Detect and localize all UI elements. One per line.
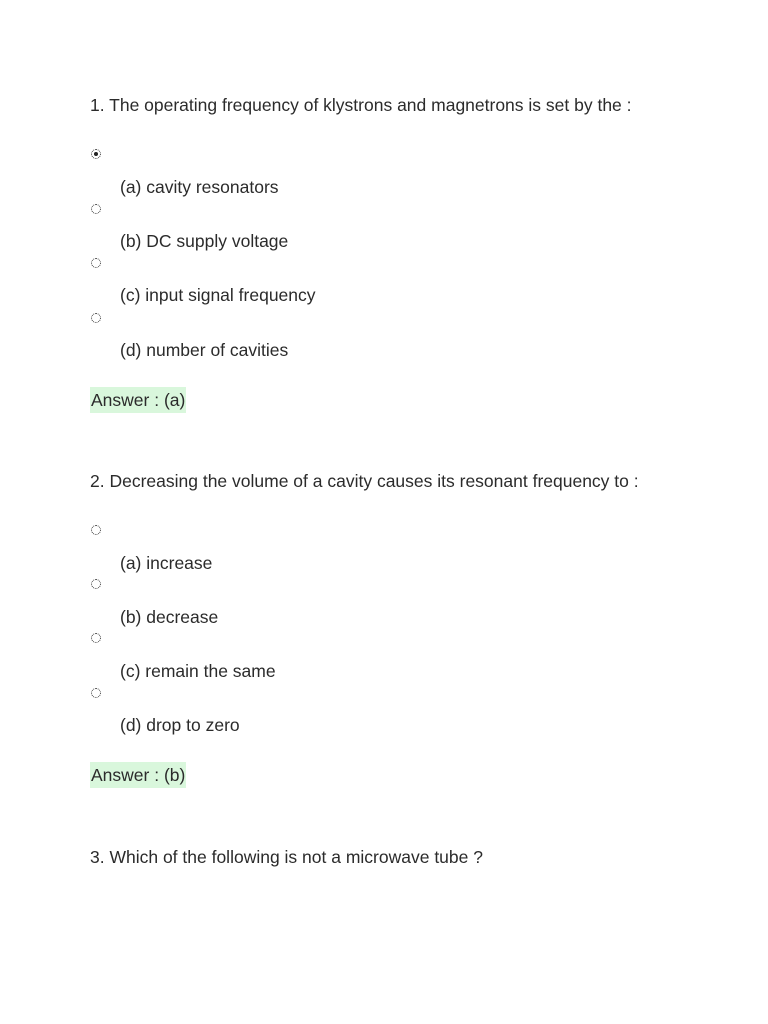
question-2-option-d-radio[interactable] [91,688,101,698]
question-1-text: 1. The operating frequency of klystrons and magnetrons is set by the : [90,95,632,115]
question-2-option-b-radio[interactable] [91,579,101,589]
question-2-option-b-label: (b) decrease [120,607,219,627]
question-2-option-c-label: (c) remain the same [120,661,276,681]
question-1-option-c-radio[interactable] [91,258,101,268]
question-2-option-a-label: (a) increase [120,553,213,573]
question-2-text: 2. Decreasing the volume of a cavity causes its resonant frequency to : [90,471,639,491]
question-1-option-b-radio[interactable] [91,204,101,214]
question-2-option-a-radio[interactable] [91,525,101,535]
question-2-option-d-label: (d) drop to zero [120,715,240,735]
question-1-option-d-label: (d) number of cavities [120,340,289,360]
question-1-option-a-label: (a) cavity resonators [120,177,279,197]
question-1-option-b-label: (b) DC supply voltage [120,231,289,251]
question-3-text: 3. Which of the following is not a microwave tube ? [90,847,483,867]
question-1-option-c-label: (c) input signal frequency [120,285,316,305]
question-1-option-d-radio[interactable] [91,313,101,323]
question-1-answer: Answer : (a) [90,387,186,413]
question-1-option-a-radio[interactable] [91,149,101,159]
question-2-answer: Answer : (b) [90,762,186,788]
question-2-option-c-radio[interactable] [91,633,101,643]
